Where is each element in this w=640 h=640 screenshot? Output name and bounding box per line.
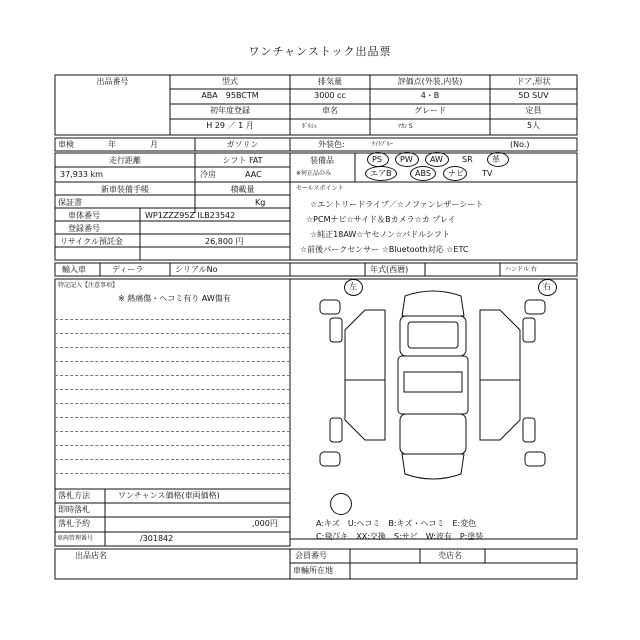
diagram-right-label: 右 <box>543 282 551 291</box>
inspection-month: 月 <box>150 140 158 149</box>
model-value: ABA 95BCTM <box>201 91 259 100</box>
note-line <box>55 319 290 320</box>
sales-point-2: ☆PCMナビ☆サイド＆Bカメラ☆カ プレイ <box>306 215 456 224</box>
equip-abs-circle <box>410 166 436 181</box>
import-dealer: ディーラ <box>112 265 144 274</box>
sale-method-label: 落札方法 <box>58 491 90 500</box>
car-name-prefix: ﾎﾟﾙｼｪ <box>302 123 318 130</box>
handle-label: ハンドル 右 <box>505 266 537 273</box>
equipment-label: 装備品 <box>310 156 334 165</box>
equip-ps-circle <box>367 152 389 167</box>
notes-label: 特記記入【注意事項】 <box>58 282 119 289</box>
sales-point-1: ☆エントリードライブ／☆ノファンレザーシート <box>310 200 484 209</box>
note-line <box>55 459 290 460</box>
owner-label: 売店名 <box>438 551 462 560</box>
note-line <box>55 431 290 432</box>
shift-value: シフト FAT <box>222 156 263 165</box>
equip-tv: TV <box>482 169 493 178</box>
grade-score-label: 評価点(外装,内装) <box>397 77 463 86</box>
vin-label: 車体番号 <box>68 211 100 220</box>
recycle-label: リサイクル預託金 <box>60 237 123 246</box>
load-label: 積載量 <box>230 185 255 194</box>
note-line <box>55 417 290 418</box>
doors-label: ドア,形状 <box>516 77 551 86</box>
note-line <box>55 445 290 446</box>
page-title: ワンチャンストック出品票 <box>248 45 392 58</box>
equip-aw: AW <box>430 155 443 164</box>
equip-aw-circle <box>425 152 449 167</box>
mileage-label: 走行距離 <box>109 156 141 165</box>
equip-pw: PW <box>400 155 413 164</box>
legend-line-2: C:飛びキ XX:交換 S:サビ W:波有 P:塗装 <box>316 532 484 541</box>
reserve-label: 落札予約 <box>58 519 90 528</box>
note-line <box>55 361 290 362</box>
note-line <box>55 473 290 474</box>
aircon-value: AAC <box>245 170 262 179</box>
year-model-label: 年式(西暦) <box>370 265 409 274</box>
grade-score-value: 4・B <box>420 91 440 100</box>
note-line <box>55 347 290 348</box>
model-label: 型式 <box>222 77 238 86</box>
inspection-label: 車検 <box>58 140 74 149</box>
note-line <box>55 375 290 376</box>
equip-navi-circle <box>443 166 467 181</box>
recycle-value: 26,800 円 <box>205 237 244 246</box>
car-name-value: ﾏｶﾝ S <box>398 123 413 130</box>
first-reg-label: 初年度登録 <box>210 106 250 115</box>
displacement-value: 3000 cc <box>314 91 346 100</box>
equip-leather: 革 <box>492 155 500 164</box>
fuel-value: ガソリン <box>226 140 259 149</box>
exterior-color-label: 外装色: <box>318 140 345 149</box>
car-diagram <box>320 291 545 479</box>
load-unit: Kg <box>255 198 266 207</box>
sales-point-4: ☆前後パークセンサー ☆Bluetooth対応 ☆ETC <box>300 245 469 254</box>
capacity-value: 5人 <box>526 121 541 130</box>
diagram-left-label: 左 <box>349 282 357 291</box>
mgmt-label: 車両管理番号 <box>57 535 94 542</box>
sales-point-3: ☆純正18AW☆ヤセノン☆パドルシフト <box>310 230 450 239</box>
grade-label: グレード <box>414 106 446 115</box>
first-reg-value: H 29 ／ 1 月 <box>206 121 254 130</box>
note-line <box>55 333 290 334</box>
store-label: 出品店名 <box>75 551 107 560</box>
mgmt-value: /301842 <box>140 534 174 543</box>
equip-airbag: エアB <box>370 169 392 178</box>
equip-navi: ナビ <box>448 169 464 178</box>
manual-label: 新車装備手帳 <box>101 185 149 194</box>
notes-text: ※ 熱痛傷・ヘコミ有り AW傷有 <box>118 294 231 303</box>
equip-sr: SR <box>462 155 473 164</box>
serial-label: シリアルNo <box>175 265 218 274</box>
sales-point-label: セールスポイント <box>296 185 344 192</box>
left-circle <box>344 279 363 296</box>
import-label: 輸入車 <box>62 265 86 274</box>
aircon-label: 冷房 <box>200 170 216 179</box>
note-line <box>55 403 290 404</box>
color-number: (No.) <box>510 140 530 149</box>
equip-pw-circle <box>395 152 419 167</box>
stamp-circle <box>330 493 352 515</box>
equip-airbag-circle <box>365 166 397 181</box>
note-line <box>55 389 290 390</box>
legend-line-1: A:キズ U:ヘコミ B:キズ・ヘコミ E:変色 <box>316 519 477 528</box>
equip-abs: ABS <box>415 169 431 178</box>
mileage-value: 37,933 km <box>60 170 103 179</box>
reserve-value: ,000円 <box>252 519 278 528</box>
equip-ps: PS <box>372 155 382 164</box>
displacement-label: 排気量 <box>318 77 342 86</box>
capacity-label: 定員 <box>525 106 542 115</box>
right-circle <box>538 279 557 296</box>
doors-value: 5D SUV <box>518 91 549 100</box>
sale-method-value: ワンチャンス価格(車両価格) <box>118 491 220 500</box>
equipment-note: ※何正品のみ <box>296 170 332 177</box>
member-label: 会員番号 <box>295 551 327 560</box>
car-name-label: 車名 <box>322 106 338 115</box>
limit-label: 即時落札 <box>58 505 90 514</box>
equip-leather-circle <box>487 152 509 167</box>
location-label: 車輛所在地 <box>293 566 333 575</box>
vin-value: WP1ZZZ95Z ILB23542 <box>145 211 236 220</box>
lot-label: 出品番号 <box>96 77 129 86</box>
manual-sub: 保証書 <box>58 198 82 207</box>
inspection-year: 年 <box>108 140 116 149</box>
registration-label: 登録番号 <box>68 224 100 233</box>
exterior-color-value: ﾅｲﾄﾌﾞﾙｰ <box>372 141 394 148</box>
